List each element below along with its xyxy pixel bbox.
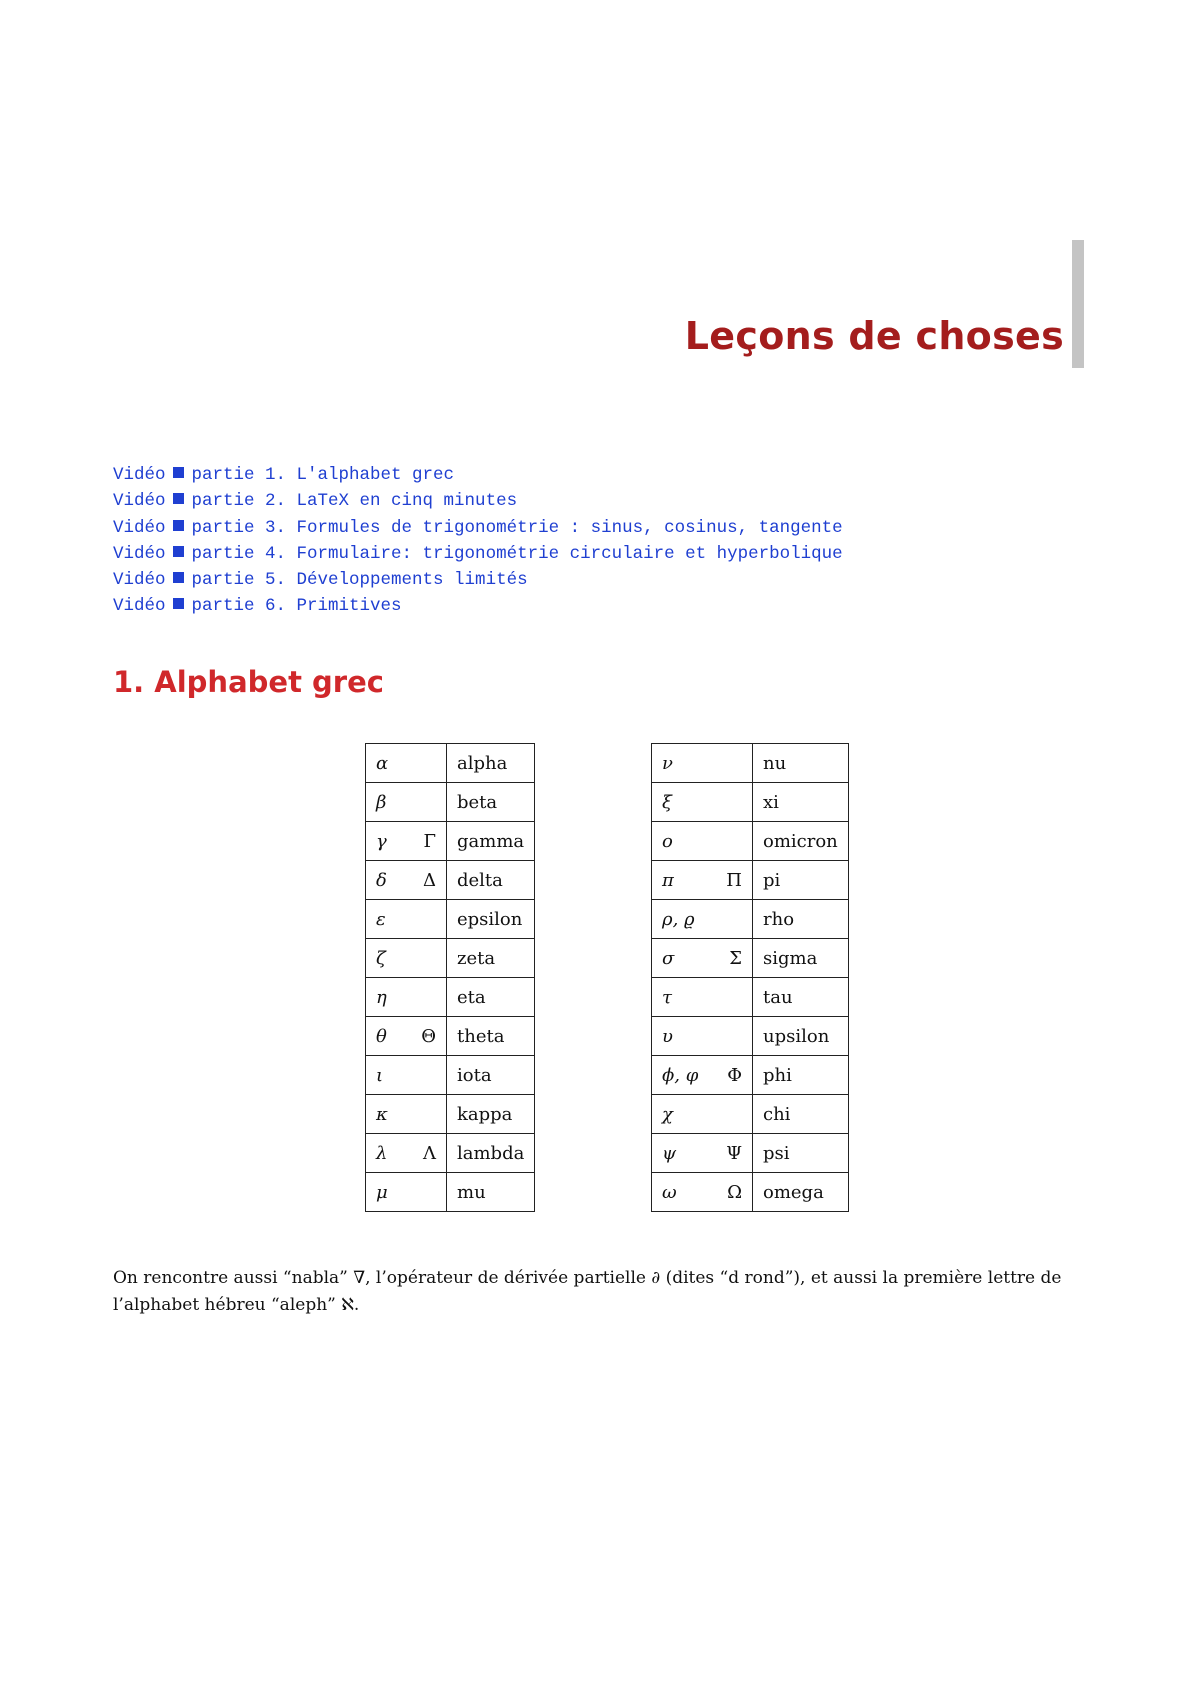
video-link-5[interactable] — [113, 567, 843, 593]
greek-name-cell: nu — [753, 744, 849, 783]
video-label: partie 1. L'alphabet grec — [191, 465, 455, 485]
greek-letter-row — [366, 900, 535, 939]
greek-symbol-cell — [366, 978, 447, 1017]
lowercase-letter: γ — [376, 830, 387, 852]
greek-name-cell: beta — [447, 783, 535, 822]
uppercase-letter: Γ — [423, 830, 436, 852]
greek-letter-row — [652, 900, 849, 939]
video-prefix: Vidéo — [113, 570, 166, 591]
square-bullet-icon — [173, 493, 184, 504]
greek-letter-row — [366, 744, 535, 783]
video-link-3[interactable] — [113, 515, 843, 541]
greek-letter-row — [652, 861, 849, 900]
uppercase-letter: Ω — [727, 1181, 742, 1203]
greek-letter-row — [366, 822, 535, 861]
video-link-4[interactable] — [113, 541, 843, 567]
greek-symbol-cell — [366, 1134, 447, 1173]
greek-symbol-cell — [366, 744, 447, 783]
greek-symbol-cell — [652, 1134, 753, 1173]
greek-letter-row — [652, 1017, 849, 1056]
lowercase-letter: σ — [662, 947, 675, 969]
greek-symbol-cell — [652, 978, 753, 1017]
video-link-6[interactable] — [113, 593, 843, 619]
greek-symbol-cell — [366, 1173, 447, 1212]
greek-letter-row — [652, 978, 849, 1017]
greek-letter-row — [652, 783, 849, 822]
greek-symbol-cell — [366, 1095, 447, 1134]
greek-name-cell: alpha — [447, 744, 535, 783]
uppercase-letter: Π — [726, 869, 742, 891]
video-link-2[interactable] — [113, 488, 843, 514]
greek-symbol-cell — [366, 822, 447, 861]
greek-name-cell: theta — [447, 1017, 535, 1056]
greek-table-right — [651, 743, 849, 1212]
greek-symbol-cell — [652, 1095, 753, 1134]
lowercase-letter: μ — [376, 1181, 388, 1203]
lowercase-letter: χ — [662, 1103, 673, 1125]
lowercase-letter: ε — [376, 908, 386, 930]
video-links — [113, 462, 843, 620]
video-prefix: Vidéo — [113, 465, 166, 485]
lowercase-letter: β — [376, 791, 387, 813]
video-prefix: Vidéo — [113, 491, 166, 512]
greek-symbol-cell — [652, 900, 753, 939]
greek-symbol-cell — [652, 861, 753, 900]
video-label: partie 3. Formules de trigonométrie : sinus, cosinus, tangente — [191, 517, 843, 538]
greek-name-cell: eta — [447, 978, 535, 1017]
square-bullet-icon — [173, 546, 184, 557]
greek-letter-row — [652, 939, 849, 978]
greek-symbol-cell — [366, 1056, 447, 1095]
lowercase-letter: ω — [662, 1181, 677, 1203]
greek-letter-row — [366, 1173, 535, 1212]
greek-name-cell: tau — [753, 978, 849, 1017]
greek-letter-row — [652, 1134, 849, 1173]
square-bullet-icon — [173, 572, 184, 583]
lowercase-letter: δ — [376, 869, 387, 891]
lowercase-letter: ξ — [662, 791, 672, 813]
lowercase-letter: τ — [662, 986, 672, 1008]
square-bullet-icon — [173, 598, 184, 609]
greek-letter-row — [652, 822, 849, 861]
square-bullet-icon — [173, 520, 184, 531]
lowercase-letter: κ — [376, 1103, 388, 1125]
greek-symbol-cell — [366, 783, 447, 822]
lowercase-letter: ψ — [662, 1142, 677, 1164]
greek-letter-row — [366, 939, 535, 978]
greek-letter-row — [652, 1095, 849, 1134]
greek-name-cell: epsilon — [447, 900, 535, 939]
greek-symbol-cell — [652, 1056, 753, 1095]
greek-name-cell: zeta — [447, 939, 535, 978]
video-prefix: Vidéo — [113, 517, 166, 538]
lowercase-letter: θ — [376, 1025, 387, 1047]
video-link-1[interactable] — [113, 462, 843, 488]
greek-symbol-cell — [652, 939, 753, 978]
greek-name-cell: phi — [753, 1056, 849, 1095]
greek-name-cell: mu — [447, 1173, 535, 1212]
greek-name-cell: lambda — [447, 1134, 535, 1173]
lowercase-letter: ν — [662, 752, 673, 774]
greek-name-cell: rho — [753, 900, 849, 939]
section-title: 1. Alphabet grec — [113, 665, 384, 699]
lowercase-letter: ι — [376, 1064, 384, 1086]
greek-name-cell: kappa — [447, 1095, 535, 1134]
page-title: Leçons de choses — [684, 314, 1064, 358]
lowercase-letter: υ — [662, 1025, 673, 1047]
greek-symbol-cell — [652, 1173, 753, 1212]
lowercase-letter: π — [662, 869, 674, 891]
greek-letter-row — [366, 1056, 535, 1095]
greek-symbol-cell — [652, 822, 753, 861]
greek-letter-row — [366, 1134, 535, 1173]
uppercase-letter: Φ — [727, 1064, 742, 1086]
video-prefix: Vidéo — [113, 543, 166, 564]
uppercase-letter: Δ — [423, 869, 436, 891]
lowercase-letter: ϕ, φ — [662, 1064, 699, 1086]
lowercase-letter: ρ, ϱ — [662, 908, 695, 930]
square-bullet-icon — [173, 467, 184, 478]
greek-name-cell: iota — [447, 1056, 535, 1095]
greek-name-cell: sigma — [753, 939, 849, 978]
video-label: partie 6. Primitives — [191, 596, 402, 617]
greek-symbol-cell — [366, 939, 447, 978]
video-prefix: Vidéo — [113, 596, 166, 617]
lowercase-letter: α — [376, 752, 389, 774]
lowercase-letter: λ — [376, 1142, 388, 1164]
greek-letter-row — [652, 744, 849, 783]
greek-symbol-cell — [652, 1017, 753, 1056]
lowercase-letter: η — [376, 986, 387, 1008]
closing-paragraph: On rencontre aussi “nabla” ∇, l’opérateur de dérivée partielle ∂ (dites “d rond”), et aussi la première lettre de l’alphabet hébreu “aleph” ℵ. — [113, 1268, 1062, 1315]
greek-symbol-cell — [366, 861, 447, 900]
greek-letter-row — [366, 1095, 535, 1134]
greek-letter-row — [366, 1017, 535, 1056]
greek-symbol-cell — [652, 783, 753, 822]
greek-name-cell: chi — [753, 1095, 849, 1134]
uppercase-letter: Θ — [421, 1025, 436, 1047]
greek-symbol-cell — [366, 1017, 447, 1056]
uppercase-letter: Σ — [729, 947, 742, 969]
video-label: partie 5. Développements limités — [191, 570, 528, 591]
greek-symbol-cell — [366, 900, 447, 939]
greek-name-cell: psi — [753, 1134, 849, 1173]
greek-name-cell: gamma — [447, 822, 535, 861]
video-label: partie 2. LaTeX en cinq minutes — [191, 491, 518, 512]
greek-name-cell: delta — [447, 861, 535, 900]
greek-letter-row — [366, 861, 535, 900]
greek-name-cell: pi — [753, 861, 849, 900]
lowercase-letter: ο — [662, 830, 673, 852]
greek-letter-row — [652, 1056, 849, 1095]
uppercase-letter: Λ — [423, 1142, 436, 1164]
greek-letter-row — [366, 783, 535, 822]
video-label: partie 4. Formulaire: trigonométrie circulaire et hyperbolique — [191, 543, 843, 564]
title-accent-bar — [1072, 240, 1084, 368]
greek-table-left — [365, 743, 535, 1212]
greek-name-cell: omega — [753, 1173, 849, 1212]
greek-symbol-cell — [652, 744, 753, 783]
lowercase-letter: ζ — [376, 947, 386, 969]
uppercase-letter: Ψ — [726, 1142, 742, 1164]
greek-letter-row — [652, 1173, 849, 1212]
greek-letter-row — [366, 978, 535, 1017]
greek-name-cell: xi — [753, 783, 849, 822]
greek-name-cell: upsilon — [753, 1017, 849, 1056]
greek-name-cell: omicron — [753, 822, 849, 861]
